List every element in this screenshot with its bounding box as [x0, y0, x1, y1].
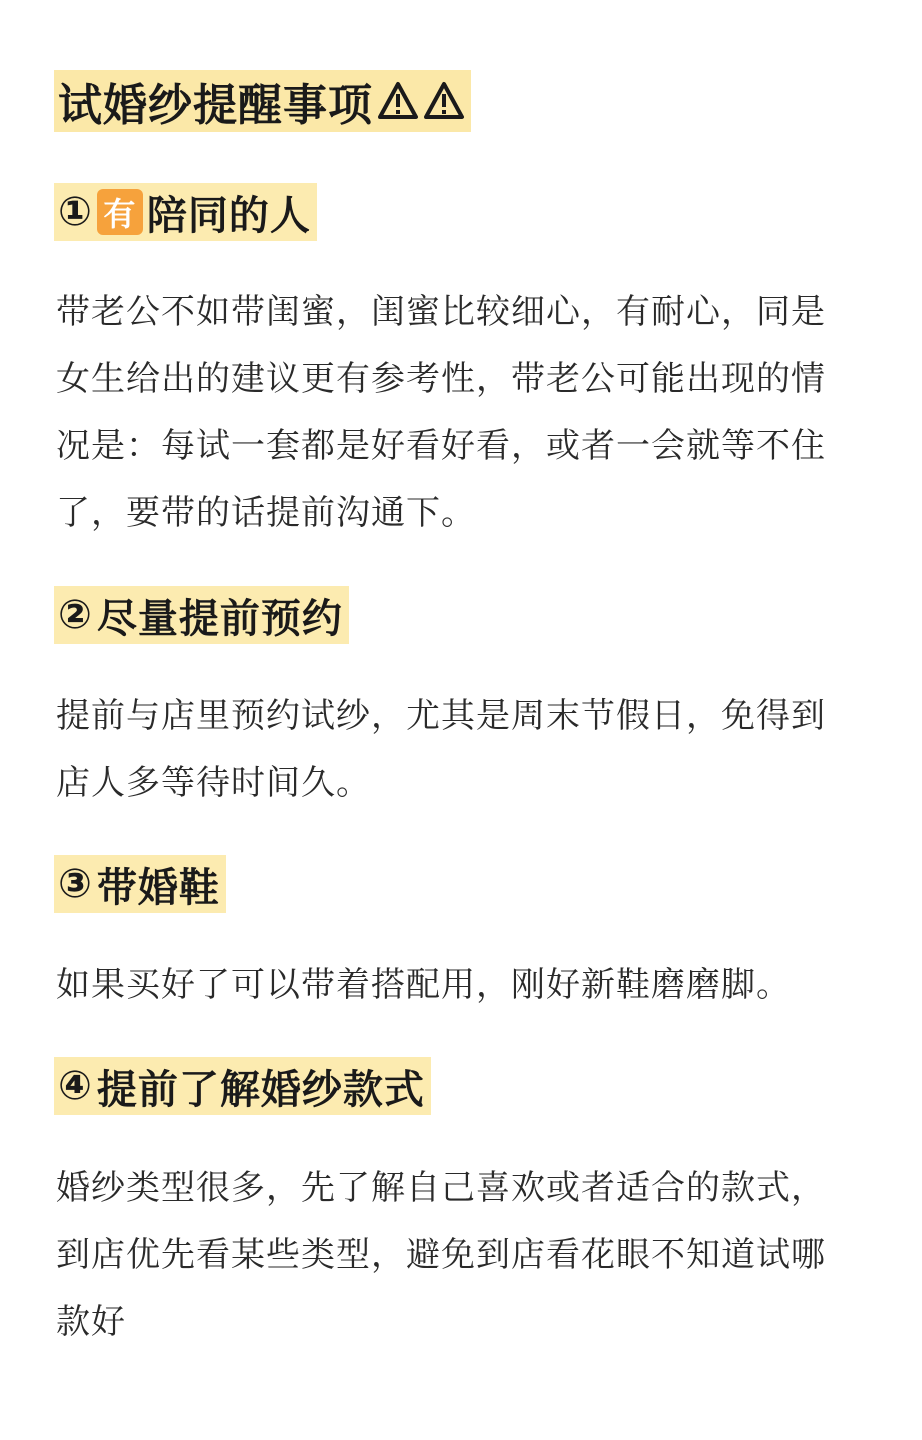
warning-icon [377, 81, 419, 121]
section-heading-2 [54, 586, 349, 644]
section-number: ④ [58, 1063, 93, 1109]
section-heading-1 [54, 183, 317, 241]
section-paragraph-1 [56, 279, 871, 547]
section-number: ③ [58, 861, 93, 907]
section-heading-4 [54, 1057, 431, 1115]
paragraph-line: 店人多等待时间久。 [56, 763, 371, 803]
paragraph-line: 婚纱类型很多，先了解自己喜欢或者适合的款式， [56, 1168, 826, 1208]
page-title [54, 70, 471, 132]
section-heading-text: 提前了解婚纱款式 [96, 1066, 425, 1113]
paragraph-line: 带老公不如带闺蜜，闺蜜比较细心，有耐心，同是 [56, 292, 826, 332]
section-heading-text: 带婚鞋 [96, 864, 220, 911]
paragraph-line: 如果买好了可以带着搭配用，刚好新鞋磨磨脚。 [56, 965, 791, 1005]
section-paragraph-4 [56, 1155, 871, 1356]
paragraph-line: 到店优先看某些类型，避免到店看花眼不知道试哪 [56, 1235, 826, 1275]
section-paragraph-3 [56, 952, 871, 1019]
paragraph-line: 了，要带的话提前沟通下。 [56, 493, 476, 533]
warning-icon [423, 81, 465, 121]
paragraph-line: 况是：每试一套都是好看好看，或者一会就等不住 [56, 426, 826, 466]
section-heading-text: 尽量提前预约 [96, 595, 343, 642]
paragraph-line: 款好 [56, 1302, 126, 1342]
paragraph-line: 提前与店里预约试纱，尤其是周末节假日，免得到 [56, 696, 826, 736]
section-heading-3 [54, 855, 226, 913]
section-number: ② [58, 592, 93, 638]
section-heading-text: 陪同的人 [146, 192, 311, 239]
paragraph-line: 女生给出的建议更有参考性，带老公可能出现的情 [56, 359, 826, 399]
section-number: ① [58, 189, 93, 235]
section-paragraph-2 [56, 683, 871, 817]
emoji-tag: 有 [97, 189, 143, 235]
page-title-text: 试婚纱提醒事项 [58, 80, 373, 131]
